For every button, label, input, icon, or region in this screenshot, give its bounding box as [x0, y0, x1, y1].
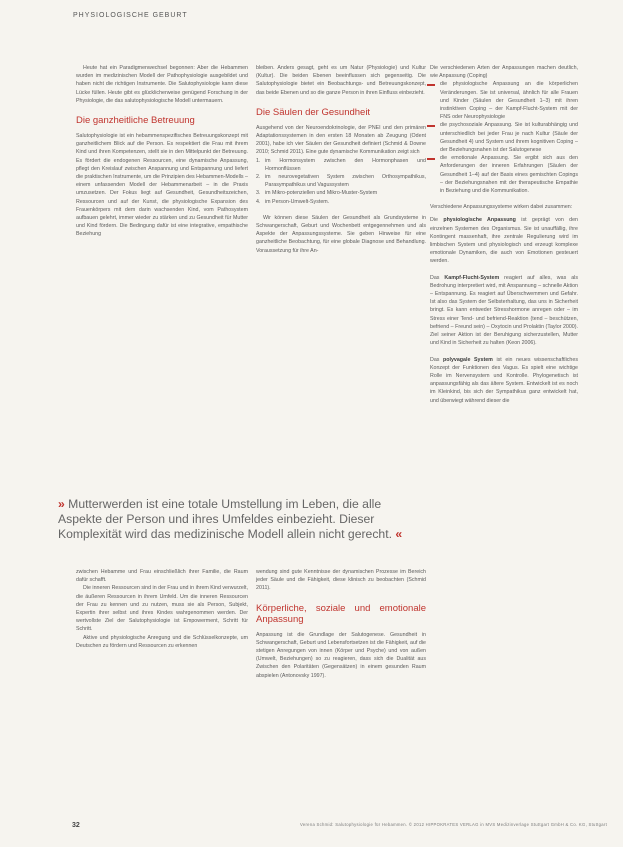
list-item: 4. im Person-Umwelt-System. [256, 198, 330, 205]
paragraph: Heute hat ein Paradigmenwechsel begonnen: Aber die Hebammen wurden im medizinischen Modell der Pathophysiologie ausgebildet und haben nicht die richtigen Instrumente. Die Salutophysiologie kann diese Lücke füllen. Heute gibt es glücklicherweise genügend Forschung in der Physiologie, die das salutophysiologische Modell untermauern. [76, 65, 248, 104]
list-item: die emotionale Anpassung. Sie ergibt sich aus den Anforderungen der inneren Erfahrungen (Säulen der Gesundheit 1–4) auf der Basis eines gemischten Copings – der Beziehungsnahen mit der therapeutische Empathie in Beziehung und die Kommunikation. [430, 154, 578, 195]
list-item: 1. im Hormonsystem zwischen den Hormonphasen und Hormonflüssen [256, 157, 426, 172]
quote-close-mark: « [395, 527, 403, 541]
paragraph: bleiben. Anders gesagt, geht es um Natur (Physiologie) und Kultur (Kultur). Die beiden Ebenen beeinflussen sich gegenseitig. Die Salutophysiologie bietet ein Beobachtungs- und Betreuungskonzept, das beide Ebenen und so die ganze Person in ihren Einfluss einbezieht. [256, 65, 426, 96]
column-2-upper [256, 64, 426, 255]
paragraph: Das polyvagale System ist ein neues wissenschaftliches Konzept der Funktionen des Vagus. Es spielt eine wichtige Rolle im Nervensystem und Kontrolle. Phylogenetisch ist anpassungsfähig als das ältere System. Entwickelt ist es noch im Kleinkind, bis sich der Sympathikus ganz entwickelt hat, und überwiegt während dieser die [430, 356, 578, 404]
dash-list [430, 80, 578, 195]
page-number: 32 [72, 822, 80, 829]
numbered-list [256, 157, 426, 206]
quote-open-mark: » [58, 497, 65, 511]
column-1-upper [76, 64, 248, 239]
paragraph: Die inneren Ressourcen sind in der Frau und in ihrem Kind verwurzelt, die äußeren Ressourcen in ihrem Umfeld. Um die inneren Ressourcen der Frau zu kennen und zu nutzen, muss sie als Person, Subjekt, Expertin ihrer selbst und ihres Kindes wahrgenommen werden. Der wertvollste Ziel der Salutophysiologie ist Empowerment, Schritt für Schritt. [76, 585, 248, 633]
section-heading: Die ganzheitliche Betreuung [76, 115, 195, 127]
paragraph: Aktive und physiologische Anregung und die Schlüsselkonzepte, um Deutschen zu fördern und Ressourcen zu erkennen [76, 634, 248, 649]
paragraph: Verschiedene Anpassungssysteme wirken dabei zusammen: [430, 204, 573, 211]
column-2-lower [256, 568, 426, 680]
paragraph: wendung sind gute Kenntnisse der dynamischen Prozesse im Bereich jeder Säule und die Fähigkeit, diese klinisch zu beobachten (Schmid 2011). [256, 569, 426, 592]
paragraph: Ausgehend von der Neuroendokrinologie, der PNEI und den primären Adaptationssystemen in den ersten 18 Monaten ab Zeugung (Odent 2001), habe ich vier Säulen der Gesundheit definiert (Schmid & Downe 2010; Schmid 2011). Eine gute dynamische Kommunikation zeigt sich [256, 124, 426, 156]
paragraph: Anpassung ist die Grundlage der Salutogenese. Gesundheit in Schwangerschaft, Geburt und Lebensfortsetzen ist die Fähigkeit, auf die stetigen Anregungen von innen (Körper und Psyche) und von außen (Umwelt, Beziehungen) so zu reagieren, dass sich die Dualität aus Zwischen den Polaritäten (Gegensätzen) in einem gesunden Raum abspielen (Antonovsky 1997). [256, 631, 426, 679]
paragraph: Die verschiedenen Arten der Anpassungen machen deutlich, wie Anpassung (Coping) [430, 65, 578, 80]
list-item: die physiologische Anpassung an die körperlichen Veränderungen. Sie ist universal, ähnlich für alle Frauen und Kinder (Säulen der Gesundheit 1–3) mit ihren instinktiven Coping – der Kampf-Flucht-System mit der FNS oder Neurophysiologie [430, 80, 578, 121]
quote-text: Mutterwerden ist eine totale Umstellung im Leben, die alle Aspekte der Person und ihres Umfeldes einbezieht. Dieser Komplexität wird das medizinische Modell allein nicht gerecht. [58, 497, 392, 541]
paragraph: Salutophysiologie ist ein hebammenspezifisches Betreuungskonzept mit ganzheitlichem Blick auf die Person. Es respektiert die Frau mit ihrem Kind und ihren Kompetenzen, stellt sie in den Mittelpunkt der Betreuung. Es fördert die endogenen Ressourcen, eine dynamische Anpassung, pflegt den Kreislauf zwischen Anspannung und Entspannung und liefert die praktischen Instrumente, um die Prinzipien des Hebammen-Modells – einem unfassenden Modell der Hebammenarbeit – in die Praxis umzusetzen. Der Fokus liegt auf Gesundheit, Gesundheitszeichen, Ressourcen und auf der Kunst, die physiologische Expansion des Frauenkörpers mit dem darin wachsenden Kind, vom Pathosystem aufbauen gelehrt, immer wieder zu stärken und zu Gesundheit für Mutter und Kind fördern. Die Bedingung dafür ist eine integrative, empathische Beziehung [76, 133, 248, 238]
paragraph: Das Kampf-Flucht-System reagiert auf alles, was als Bedrohung interpretiert wird, mit Anspannung – schnelle Aktion – Entspannung. Es reagiert auf Überschwemmen und Gefahr. Ist also das System der Selbsterhaltung, das uns in Sicherheit bringt. Es kann entweder Stresshormone anregen oder – im Stress einer Tend- und befriend-Reaktion (tend – beschützen, befriend – Freund sein) – Oxytocin und Prolaktin (Taylor 2000). Ziel seiner Aktion ist der Beruhigung sicherzustellen, Mutter und Kind in Sicherheit zu halten (Keon 2006). [430, 274, 578, 347]
paragraph: zwischen Hebamme und Frau einschließlich ihrer Familie, die Raum dafür schafft. [76, 569, 248, 584]
section-heading: Körperliche, soziale und emotionale Anpassung [256, 602, 426, 625]
paragraph: Die physiologische Anpassung ist geprägt von den einzelnen Systemen des Organismus. Sie ist unauffällig, ihre Kontingent massenhaft, ihre zentrale Regulierung wird im limbischen System und physiologisch und erzeugt komplexe emotionale Dynamiken, die auch von Emotionen gesteuert werden. [430, 217, 579, 265]
column-1-lower [76, 568, 248, 650]
running-header: PHYSIOLOGISCHE GEBURT [73, 12, 188, 19]
footer-citation: Verena Schmid: Salutophysiologie für Hebammen. © 2012 HIPPOKRATES VERLAG in MVS Medizinverlage Stuttgart GmbH & Co. KG, Stuttgart [300, 822, 608, 827]
paragraph: Wir können diese Säulen der Gesundheit als Grundsysteme in Schwangerschaft, Geburt und Wochenbett entgegennehmen und als Aspekte der Anpassungssysteme. Sie geben Hinweise für eine ganzheitliche Beobachtung, für eine globale Diagnose und Behandlung. Voraussetzung für ihre An- [256, 214, 426, 254]
list-item: 3. im Mikro-potenziellen und Mikro-Muster-System [256, 190, 378, 197]
section-heading: Die Säulen der Gesundheit [256, 106, 371, 118]
pull-quote [58, 497, 408, 542]
column-3 [430, 64, 578, 405]
list-item: 2. im neurovegetativen System zwischen Orthosympathikus, Parasympathikus und Vagussystem [256, 174, 426, 189]
list-item: die psychosoziale Anpassung. Sie ist kulturabhängig und unterschiedlich bei jeder Frau je nach Kultur (Säule der Gesundheit 4) und System und ihrem kognitiven Coping – der Beziehungsnahen ist der Salutogenese [430, 121, 578, 154]
